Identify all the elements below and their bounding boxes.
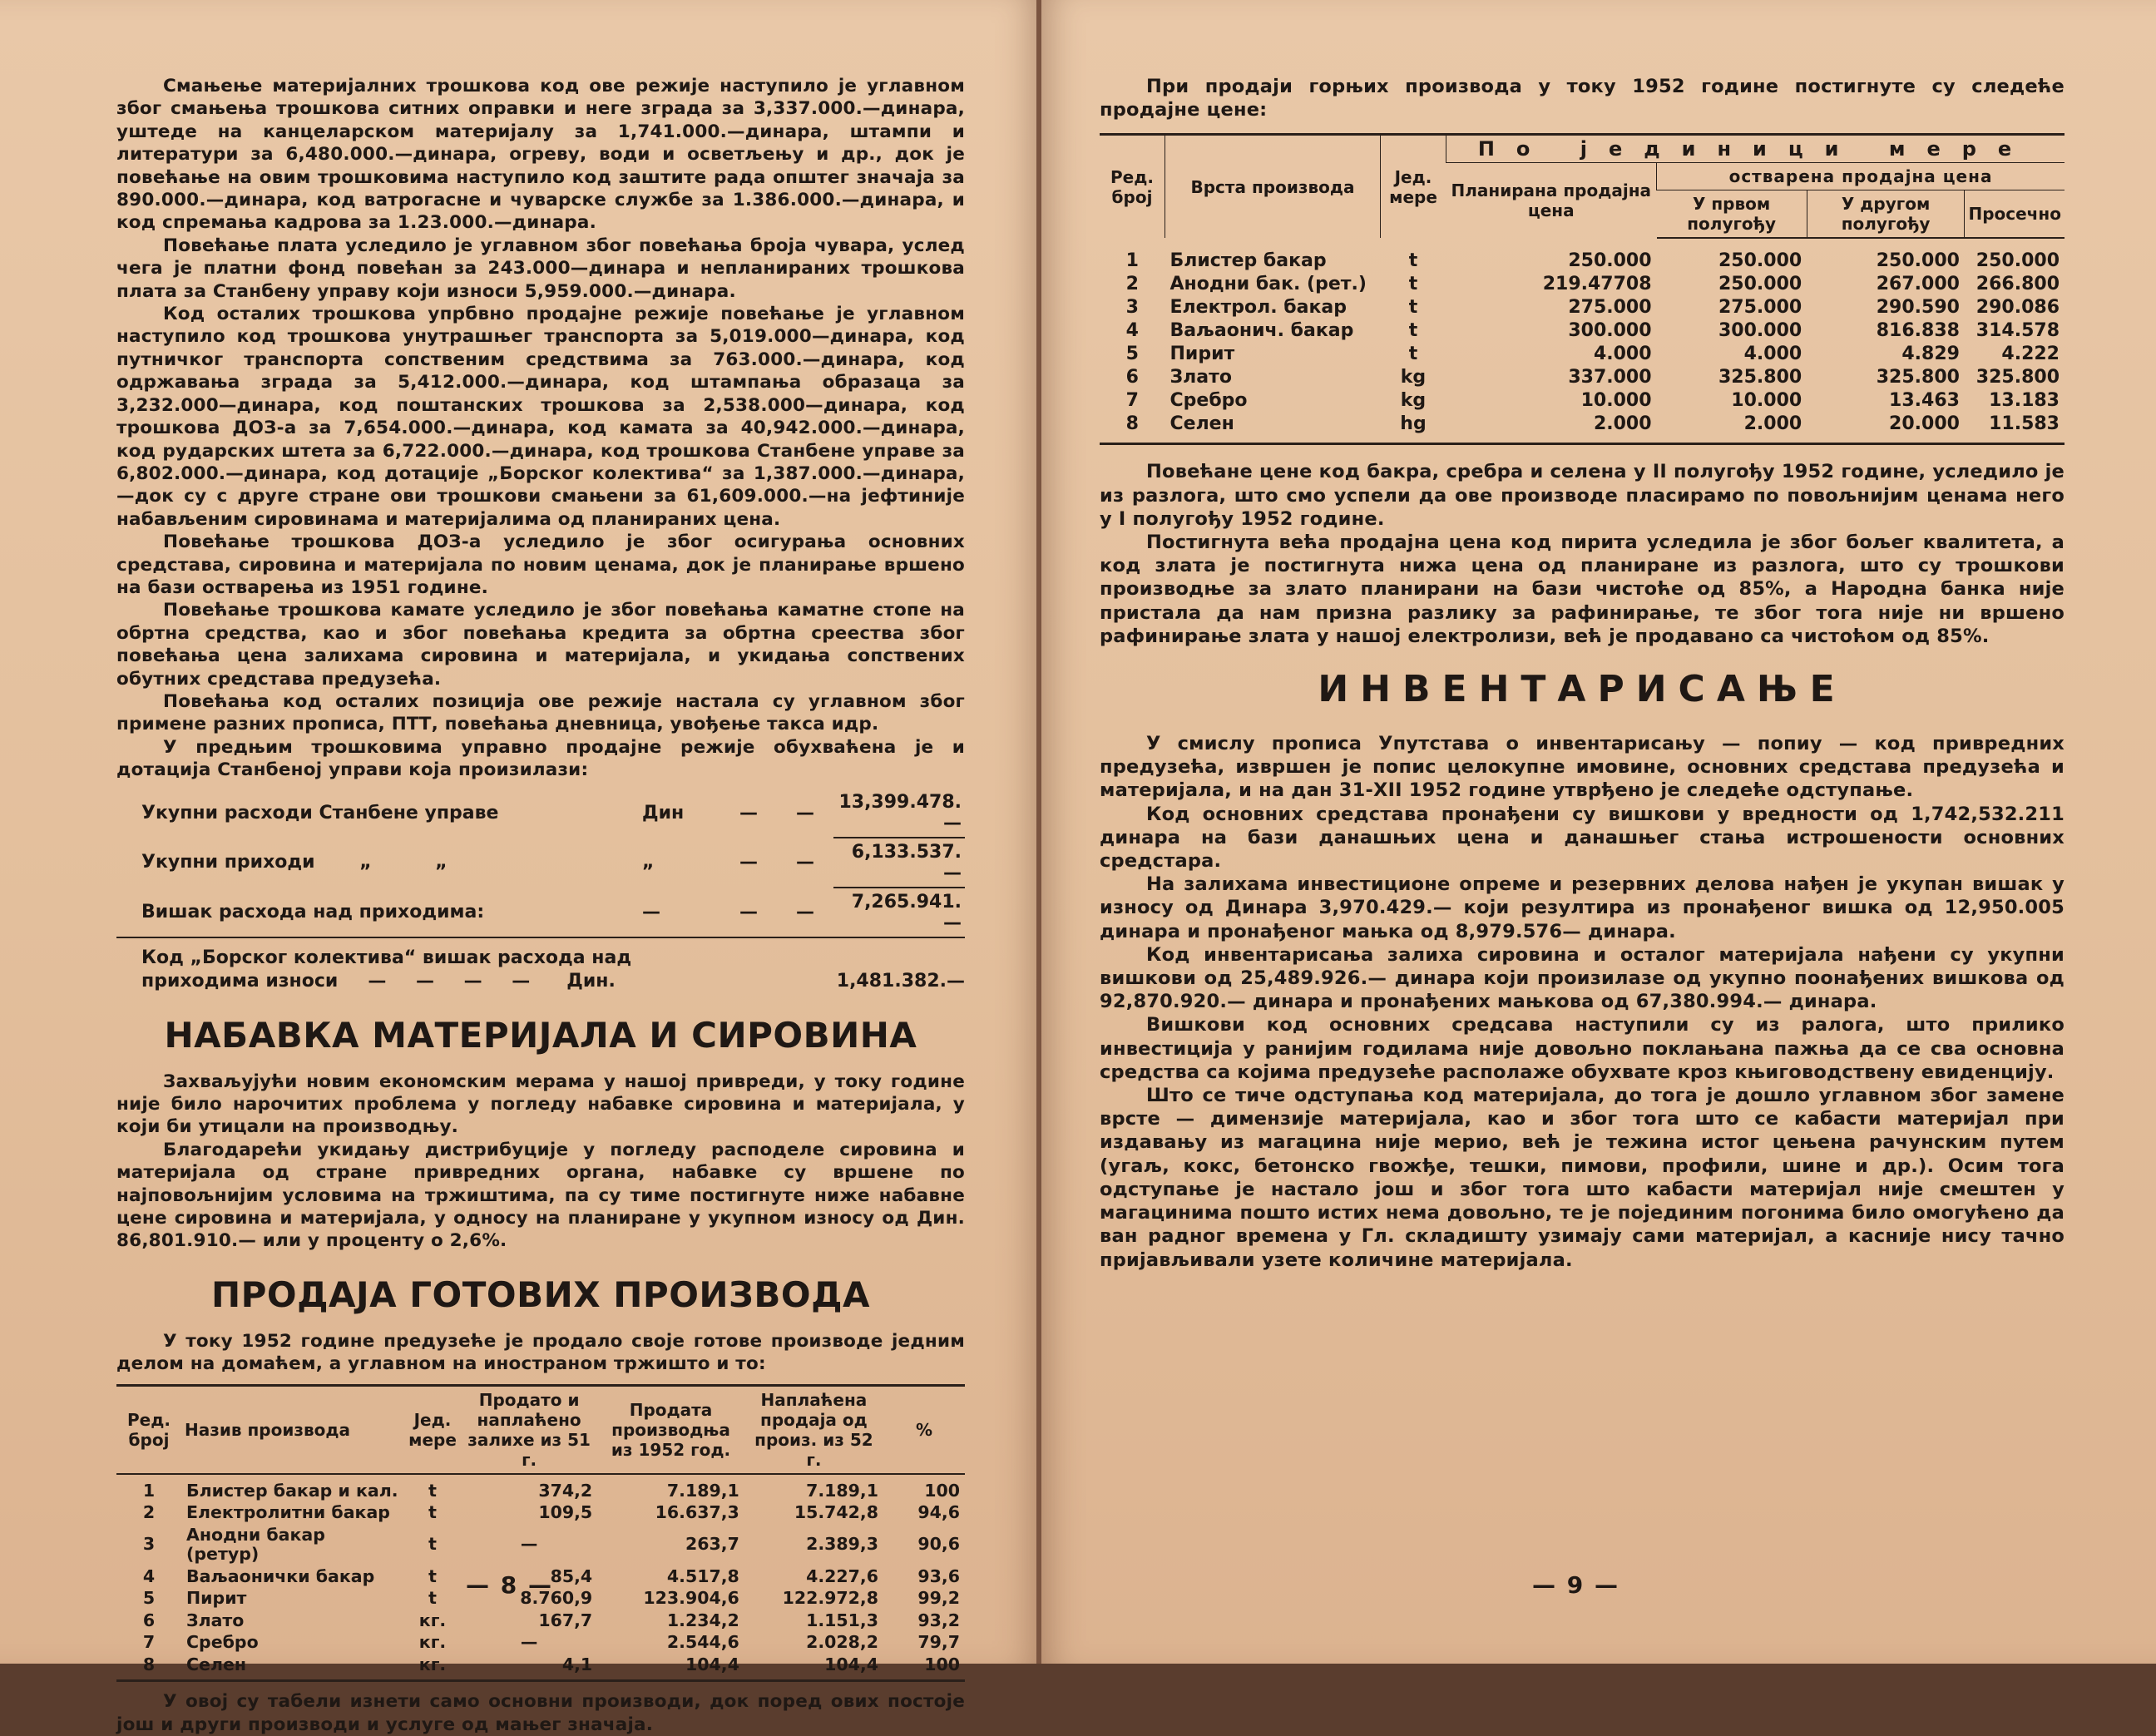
table-cell: 93,2	[917, 1610, 960, 1630]
table-cell: t	[1408, 297, 1418, 319]
table-cell: 7.189,1	[806, 1480, 878, 1501]
table-cell: hg	[1400, 413, 1427, 435]
table-cell: кг.	[418, 1654, 447, 1674]
table-cell: t	[1408, 274, 1418, 295]
paragraph: Вишкови код основних средсава наступили су из ралога, што прилико инвестиција у ранијим годилама није довољно поклањана пажња да се сва основна средства са којима предузеће располаже обухвате кроз књиговодствену евиденцију.	[1100, 1014, 2065, 1083]
table-row	[1100, 296, 2065, 319]
table-cell: Сребро	[1169, 390, 1248, 412]
table-cell: 90,6	[917, 1534, 960, 1555]
header-cell: Јед. мере	[1381, 135, 1446, 239]
table-cell: 4.000	[1593, 344, 1652, 365]
page-number: — 8 —	[466, 1571, 553, 1599]
table-cell: 13.183	[1989, 390, 2060, 412]
bor-collective-currency: Дин.	[566, 970, 616, 992]
sales-table-header	[116, 1385, 965, 1474]
table-cell: 1.234,2	[666, 1610, 739, 1630]
table-cell: Блистер бакар	[1169, 250, 1327, 271]
table-cell: Злато	[1169, 367, 1232, 388]
summary-dash: —	[739, 852, 758, 873]
table-cell: Пирит	[186, 1588, 247, 1609]
table-cell: 3	[1125, 297, 1139, 319]
table-cell: 100	[924, 1480, 960, 1501]
summary-label	[116, 838, 639, 888]
table-cell: 104,4	[685, 1654, 739, 1674]
header-cell: Врста производа	[1165, 135, 1381, 239]
table-cell: 325.800	[1718, 367, 1802, 388]
table-cell: 250.000	[1876, 250, 1960, 272]
ditto-mark: „	[359, 852, 372, 873]
table-cell: 94,6	[917, 1502, 960, 1523]
header-cell: Продато и наплаћено залихе из 51 г.	[467, 1389, 591, 1470]
table-cell: t	[428, 1588, 437, 1609]
paragraph: Код инвентарисања залиха сировина и осталог материјала нађени су укупни вишкови од 25,489.926.— динара који произилазе од укупно поонађених вишкова од 92,870.920.— динара и пронађених мањкова од 67,380.994.— динара.	[1100, 943, 2065, 1013]
table-cell: 267.000	[1876, 274, 1960, 295]
housing-summary-table	[116, 789, 965, 938]
table-cell: 1	[142, 1480, 156, 1501]
table-cell: 4	[142, 1565, 156, 1586]
table-cell: 11.583	[1989, 413, 2060, 435]
table-cell: t	[428, 1480, 437, 1501]
table-cell: 4.222	[2001, 344, 2060, 365]
paragraph: Повећање трошкова ДОЗ-а уследило је због осигурања основних средстава, сировина и материјала по новим ценама, док је планирање вршено на бази остварења из 1951 године.	[116, 532, 965, 598]
summary-label: Вишак расхода над приходима:	[116, 888, 639, 937]
header-cell: Наплаћена продаја од произ. из 52 г.	[754, 1389, 873, 1470]
paragraph: Код осталих трошкова упрбвно продајне режије повећање је углавном наступило код трошкова унутрашњег транспорта за 5,019.000—динара, код путничког транспорта сопственим средствима за 763.000.—динара, код одржавања зграда за 5,412.000.—динара, код штампања образаца за 3,232.000—динара, код поштанских трошкова за 2,538.000—динара, код трошкова ДОЗ-а за 7,654.000.—динара, код камата за 40,942.000.—динара, код рударских штета за 6,722.000.—динара, код трошкова Станбене управе за 6,802.000.—динара, код дотације „Борског колектива“ за 1,387.000.—динара,—док су с друге стране ови трошкови смањени за 61,609.000.—на јефтиније набављеним сировинама и материјалима од планираних цена.	[116, 304, 965, 530]
table-cell: 2	[1125, 274, 1139, 295]
table-cell: 2.544,6	[666, 1632, 739, 1653]
paragraph: У овој су табели изнети само основни производи, док поред ових постоје још и други производи и услуге од мањег значаја.	[116, 1691, 965, 1735]
table-cell: 300.000	[1718, 320, 1802, 342]
paragraph: У смислу прописа Упутстава о инвентарисању — попиу — код привредних предузећа, извршен је попис целокупне имовине, основних средстава предузећа и материјала, и на дан 31-XII 1952 године утврђено је следеће одступање.	[1100, 733, 2065, 802]
table-cell: t	[428, 1565, 437, 1586]
table-cell: 5	[142, 1588, 156, 1609]
bor-collective-amount: 1,481.382.—	[836, 970, 965, 992]
table-row	[1100, 343, 2065, 366]
table-cell: 300.000	[1568, 320, 1652, 342]
header-cell: У другом полугођу	[1807, 190, 1965, 239]
table-cell: 85,4	[550, 1565, 593, 1586]
ditto-mark: „	[435, 852, 448, 873]
paragraph: Благодарећи укидању дистрибуције у погледу расподеле сировина и материјала од стране привредних органа, набавке су вршене по најповољнијим условима на тржиштима, па су тиме постигнуте ниже набавне цене сировина и материјала, у односу на планиране у укупном износу од Дин. 86,801.910.— или у проценту о 2,6%.	[116, 1139, 965, 1252]
paragraph: Повећања код осталих позиција ове режије настала су углавном због примене разних прописа, ПТТ, повећања дневница, увођење такса идр.	[116, 690, 965, 735]
summary-currency: „	[642, 852, 655, 873]
table-cell: 13.463	[1889, 390, 1960, 412]
table-cell: кг.	[418, 1632, 447, 1653]
table-cell: 4	[1125, 320, 1139, 342]
table-cell: 104,4	[824, 1654, 878, 1674]
summary-amount: 13,399.478.—	[833, 789, 965, 838]
table-cell: 275.000	[1718, 297, 1802, 319]
table-cell: 250.000	[1718, 274, 1802, 295]
table-row	[1100, 366, 2065, 389]
table-cell: 374,2	[538, 1480, 593, 1501]
table-cell: 8	[1125, 413, 1139, 435]
table-cell: 4,1	[561, 1654, 593, 1674]
bor-collective-text: Код „Борског колектива“ вишак расхода над	[141, 947, 632, 968]
summary-row	[116, 888, 965, 937]
header-cell: Ред. број	[127, 1409, 171, 1450]
table-cell: 16.637,3	[655, 1502, 739, 1523]
table-cell: 250.000	[1568, 250, 1652, 271]
section-title-sales: ПРОДАЈА ГОТОВИХ ПРОИЗВОДА	[210, 1274, 871, 1315]
sales-table	[116, 1384, 965, 1683]
table-cell: 2.000	[1593, 413, 1652, 435]
table-cell: Анодни бакар (ретур)	[186, 1524, 325, 1565]
page-9	[1041, 0, 2156, 1664]
table-cell: t	[1408, 320, 1418, 342]
paragraph: Повећање трошкова камате уследило је због повећања каматне стопе на обртна средства, као и због повећања кредита за обртна среества због повећања цена залихама сировина и материјала, и укидања сопствених обутних средстава предузећа.	[116, 600, 965, 690]
left-top-paragraphs	[116, 75, 965, 782]
table-cell: 816.838	[1876, 320, 1960, 342]
table-cell: Злато	[186, 1610, 245, 1630]
table-cell: 20.000	[1889, 413, 1960, 435]
table-cell: 10.000	[1580, 390, 1652, 412]
paragraph: У предњим трошковима управно продајне режије обухваћена је и дотација Станбеној управи која произилази:	[116, 736, 965, 781]
table-cell: t	[1408, 344, 1418, 365]
table-cell: 1.151,3	[806, 1610, 878, 1630]
prices-table	[1100, 133, 2065, 445]
summary-currency: Дин	[642, 802, 685, 823]
bor-collective-amount-row	[141, 970, 965, 993]
page-number: — 9 —	[1532, 1571, 1619, 1599]
table-cell: 275.000	[1568, 297, 1652, 319]
table-cell: Електролитни бакар	[186, 1502, 390, 1523]
table-cell: 7	[1125, 390, 1139, 412]
summary-dash: —	[720, 888, 777, 937]
summary-row	[116, 838, 965, 888]
paragraph: Што се тиче одступања код материјала, до тога је дошло углавном због замене врсте — димензије материјала, као и због тога што се кабасти материјал при издавању из магацина није мерио, већ је тежина истог цењена рачунским путем (угаљ, кокс, бетонско гвожђе, тешки, пимови, профили, шине и др.). Осим тога одступање је настало још и због тога што кабасти материјал није смештен у магацинима пошто истих нема довољно, те је појединим погонима било омогућено да ван радног времена у Гл. складишту узимају сами материјал, а касније нису тачно пријављивали узете количине материјала.	[1100, 1085, 2065, 1271]
table-cell: кг.	[418, 1610, 447, 1630]
paragraph: Смањење материјалних трошкова код ове режије наступило је углавном због смањења трошкова ситних оправки и неге зграда за 3,337.000.—динара, уштеде на канцеларском материјалу за 1,741.000.—динара, штампи и литератури за 6,480.000.—динара, огреву, води и осветљењу и др., док је повећање на овим трошковима наступило код заштите рада општег значаја за 890.000.—динара, код ватрогасне и чуварске службе за 1.386.000.—динара, и код спремања кадрова за 1.23.000.—динара.	[116, 76, 965, 234]
table-row	[1100, 273, 2065, 296]
table-cell: 15.742,8	[794, 1502, 878, 1523]
table-cell: 99,2	[917, 1588, 960, 1609]
table-cell: 4.829	[1901, 344, 1960, 365]
table-row	[116, 1502, 965, 1525]
table-cell: 8.760,9	[520, 1588, 593, 1609]
paragraph: Код основних средстава пронађени су вишкови у вредности од 1,742,532.211 динара на бази данашњих цена и данашњег стања истрошености основних средстара.	[1100, 803, 2065, 873]
prices-header-row	[1100, 135, 2065, 163]
page-8	[0, 0, 1040, 1735]
paragraph: Постигнута већа продајна цена код пирита уследила је због бољег квалитета, а код злата је постигнута нижа цена од планиране из разлога, што су трошкови производње за злато планирани на бази чистоће од 85%, а Народна банка није пристала да нам призна разлику за рафинирање, те због тога није ни вршено рафинирање злата у нашој електролизи, већ је продавано са чистоћом од 85%.	[1100, 532, 2065, 647]
table-cell: 3	[142, 1534, 156, 1555]
table-cell: 219.47708	[1542, 274, 1652, 295]
table-cell: Селен	[1169, 413, 1234, 435]
table-cell: 7.189,1	[666, 1480, 739, 1501]
table-cell: Сребро	[186, 1632, 259, 1653]
table-row	[116, 1524, 965, 1565]
section-title-procurement: НАБАВКА МАТЕРИЈАЛА И СИРОВИНА	[164, 1014, 917, 1056]
table-cell: Селен	[186, 1654, 247, 1674]
header-cell: Продата производња из 1952 год.	[611, 1399, 731, 1460]
table-cell: 4.227,6	[806, 1565, 878, 1586]
table-cell: 2.000	[1743, 413, 1802, 435]
table-cell: —	[520, 1632, 538, 1653]
header-group: остварена продајна цена	[1657, 163, 2065, 190]
table-row	[116, 1474, 965, 1502]
table-cell: Ваљаонички бакар	[186, 1565, 375, 1586]
table-row	[116, 1610, 965, 1632]
table-cell: 10.000	[1731, 390, 1802, 412]
table-cell: 263,7	[685, 1534, 739, 1555]
table-cell: t	[428, 1502, 437, 1523]
table-cell: —	[520, 1534, 538, 1555]
table-row	[116, 1632, 965, 1654]
table-cell: 2.028,2	[806, 1632, 878, 1653]
table-cell: 8	[142, 1654, 156, 1674]
summary-label-text: Укупни приходи	[141, 852, 315, 873]
table-cell: 167,7	[538, 1610, 593, 1630]
table-cell: 6	[1125, 367, 1139, 388]
summary-dash: —	[796, 852, 814, 873]
summary-dash: —	[796, 802, 814, 823]
summary-label: Укупни расходи Станбене управе	[141, 802, 499, 823]
table-row	[116, 1654, 965, 1681]
table-cell: 93,6	[917, 1565, 960, 1586]
table-cell: 123.904,6	[643, 1588, 739, 1609]
summary-currency: —	[639, 888, 720, 937]
table-cell: 325.800	[1876, 367, 1960, 388]
table-row	[1100, 319, 2065, 343]
paragraph: У току 1952 године предузеће је продало своје готове производе једним делом на домаћем, а углавном на иностраном тржишто и то:	[116, 1330, 965, 1375]
table-cell: 1	[1125, 250, 1139, 271]
header-cell: Просечно	[1965, 190, 2065, 239]
table-cell: Анодни бак. (рет.)	[1169, 274, 1367, 295]
table-cell: 337.000	[1568, 367, 1652, 388]
paragraph: На залихама инвестиционе опреме и резервних делова нађен је укупан вишак у износу од Динара 3,970.429.— који резултира из пронађеног вишка од 12,950.005 динара и пронађеног мањка од 8,979.576— динара.	[1100, 873, 2065, 942]
table-cell: 100	[924, 1654, 960, 1674]
table-cell: 122.972,8	[782, 1588, 878, 1609]
header-cell: Планирана продајна цена	[1451, 181, 1652, 221]
header-cell: Ред. број	[1110, 166, 1154, 207]
table-cell: 2	[142, 1502, 156, 1523]
table-cell: 6	[142, 1610, 156, 1630]
summary-dash: —	[739, 802, 758, 823]
bor-collective-line	[116, 947, 965, 993]
table-row	[1100, 238, 2065, 273]
header-cell: У првом полугођу	[1657, 190, 1807, 239]
table-cell: 250.000	[1718, 250, 1802, 272]
table-cell: 7	[142, 1632, 156, 1653]
bor-collective-text: приходима износи	[141, 970, 339, 992]
table-cell: 5	[1125, 344, 1139, 365]
header-cell: Јед. мере	[408, 1409, 457, 1450]
paragraph: Захваљујући новим економским мерама у нашој привреди, у току године није било нарочитих проблема у погледу набавке сировина и материјала, у који би утицали на производњу.	[116, 1071, 965, 1138]
header-group: По јединици мере	[1446, 135, 2065, 163]
table-cell: kg	[1400, 390, 1427, 412]
header-cell: Назив производа	[185, 1419, 351, 1440]
table-cell: kg	[1400, 367, 1427, 388]
table-cell: Пирит	[1169, 344, 1235, 365]
table-cell: 109,5	[538, 1502, 593, 1523]
table-cell: 79,7	[917, 1632, 960, 1653]
table-cell: 266.800	[1976, 274, 2060, 295]
table-row	[1100, 413, 2065, 444]
table-cell: t	[428, 1534, 437, 1555]
table-cell: 290.086	[1976, 297, 2060, 319]
paragraph: Повећање плата уследило је углавном због повећања броја чувара, услед чега је платни фонд повећан за 243.000—динара и непланираних трошкова плата за Станбену управу који износи 5,959.000.—динара.	[116, 235, 965, 302]
table-cell: 2.389,3	[806, 1534, 878, 1555]
table-cell: 314.578	[1976, 320, 2060, 342]
table-cell: 290.590	[1876, 297, 1960, 319]
section-title-inventory: ИНВЕНТАРИСАЊЕ	[1318, 668, 1847, 711]
summary-row	[116, 789, 965, 838]
summary-amount: 6,133.537.—	[833, 838, 965, 888]
summary-dash: —	[777, 888, 833, 937]
summary-amount: 7,265.941.—	[833, 888, 965, 937]
header-cell: %	[915, 1419, 933, 1440]
table-cell: 4.517,8	[666, 1565, 739, 1586]
bor-collective-dashes: — — — —	[368, 970, 542, 992]
table-cell: t	[1408, 250, 1418, 271]
paragraph: При продаји горњих производа у току 1952 године постигнуте су следеће продајне цене:	[1100, 76, 2065, 121]
paragraph: Повећане цене код бакра, сребра и селена у II полугођу 1952 године, уследило је из разлога, што смо успели да ове производе пласирамо по повољнијим ценама него у I полугођу 1952 године.	[1100, 461, 2065, 530]
table-cell: 325.800	[1976, 367, 2060, 388]
table-cell: Блистер бакар и кал.	[186, 1480, 398, 1501]
table-cell: Електрол. бакар	[1169, 297, 1347, 319]
table-cell: Ваљаонич. бакар	[1169, 320, 1354, 342]
table-row	[1100, 389, 2065, 413]
table-cell: 250.000	[1976, 250, 2060, 272]
table-cell: 4.000	[1743, 344, 1802, 365]
